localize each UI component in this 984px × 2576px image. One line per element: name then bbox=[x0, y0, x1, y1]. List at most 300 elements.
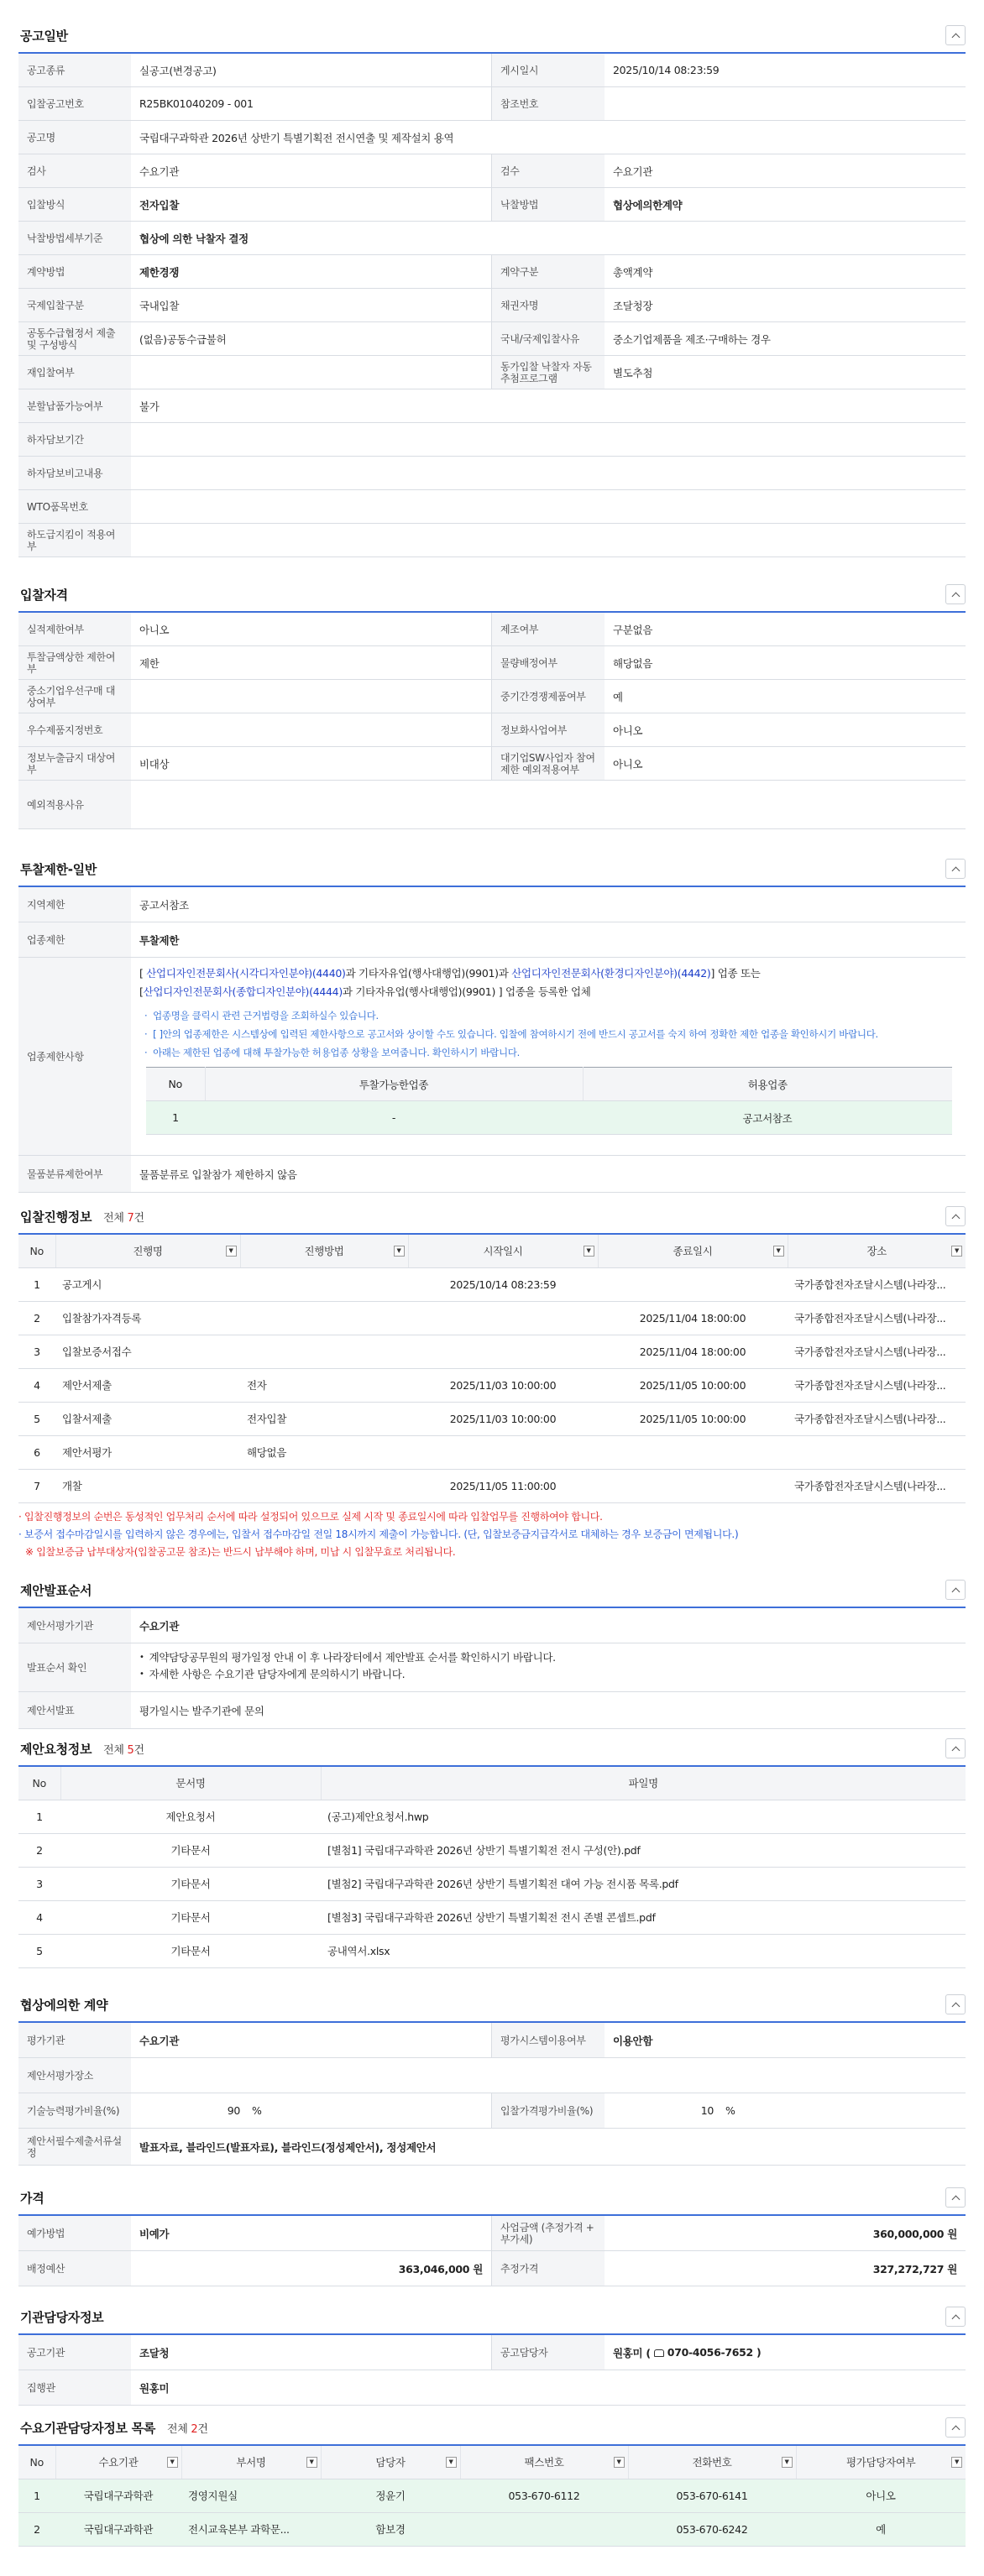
filter-icon[interactable]: ▼ bbox=[306, 2457, 317, 2468]
column-header: No bbox=[146, 1068, 205, 1101]
field-row bbox=[18, 389, 966, 423]
table-cell: 국가종합전자조달시스템(나라장... bbox=[788, 1267, 966, 1301]
table-cell: 제안서평가 bbox=[55, 1435, 240, 1469]
table-cell: 경영지원실 bbox=[181, 2479, 321, 2512]
docs-count: 전체 5건 bbox=[103, 1744, 144, 1757]
field-value: 협상에 의한 낙찰자 결정 bbox=[139, 232, 249, 245]
field-row bbox=[18, 188, 966, 222]
price-title: 가격 bbox=[20, 2191, 44, 2206]
column-header: 평가담당자여부 ▼ bbox=[796, 2445, 966, 2479]
table-cell bbox=[240, 1267, 408, 1301]
field-label: 정보누출금지 대상여부 bbox=[18, 747, 131, 780]
table-row bbox=[18, 1335, 966, 1368]
field-label: 하자담보기간 bbox=[18, 423, 131, 456]
field-label: 참조번호 bbox=[492, 87, 605, 120]
collapse-button[interactable] bbox=[945, 25, 966, 45]
table-row[interactable] bbox=[18, 2512, 966, 2546]
demand-title: 수요기관담당자정보 목록 전체 2건 bbox=[20, 2421, 208, 2436]
chevron-up-icon bbox=[951, 1587, 960, 1596]
table-cell: 2025/11/03 10:00:00 bbox=[408, 1368, 598, 1402]
column-header: No bbox=[18, 1234, 55, 1267]
field-row bbox=[18, 613, 966, 646]
biz-line-1: [ 산업디자인전문회사(시각디자인분야)(4440)과 기타자유업(행사대행업)(9901)과 산업디자인전문회사(환경디자인분야)(4442)] 업종 또는 bbox=[139, 967, 761, 980]
column-header: 문서명 bbox=[60, 1766, 321, 1800]
table-cell: 기타문서 bbox=[60, 1900, 321, 1934]
unit-label: % bbox=[725, 2104, 735, 2117]
field-label: 낙찰방법세부기준 bbox=[18, 222, 131, 254]
field-value: 수요기관 bbox=[131, 154, 492, 187]
biz-line-2: [산업디자인전문회사(종합디자인분야)(4444)과 기타자유업(행사대행업)(9901) ] 업종을 등록한 업체 bbox=[139, 985, 591, 998]
field-label: 공고기관 bbox=[18, 2335, 131, 2370]
docs-table bbox=[18, 1765, 966, 1968]
allowed-biz-table bbox=[146, 1067, 952, 1135]
table-cell: 6 bbox=[18, 1435, 55, 1469]
progress-section bbox=[18, 1198, 966, 1561]
field-label: 제안서평가기관 bbox=[18, 1608, 131, 1643]
table-cell bbox=[240, 1301, 408, 1335]
table-cell: 2025/11/04 18:00:00 bbox=[598, 1301, 788, 1335]
agency-section bbox=[18, 2298, 966, 2406]
table-cell bbox=[788, 1435, 966, 1469]
table-cell: 제안서제출 bbox=[55, 1368, 240, 1402]
table-cell: 정윤기 bbox=[321, 2479, 460, 2512]
table-cell: 전시교육본부 과학문... bbox=[181, 2512, 321, 2546]
column-header: No bbox=[18, 1766, 60, 1800]
restrict-title: 투찰제한-일반 bbox=[20, 862, 97, 877]
table-cell bbox=[240, 1335, 408, 1368]
field-row bbox=[18, 121, 966, 154]
qual-table bbox=[18, 611, 966, 829]
column-header: 담당자 ▼ bbox=[321, 2445, 460, 2479]
chevron-up-icon bbox=[951, 2425, 960, 2433]
demand-count: 전체 2건 bbox=[167, 2423, 208, 2436]
table-cell: 기타문서 bbox=[60, 1934, 321, 1967]
unit-label: % bbox=[252, 2104, 262, 2117]
field-value: 아니오 bbox=[131, 613, 492, 645]
column-header: No bbox=[18, 2445, 55, 2479]
field-value: 90 bbox=[227, 2104, 240, 2117]
table-cell: 국립대구과학관 bbox=[55, 2512, 181, 2546]
table-cell: 2 bbox=[18, 2512, 55, 2546]
order-section bbox=[18, 1571, 966, 1729]
qual-section bbox=[18, 576, 966, 829]
field-label: 배정예산 bbox=[18, 2251, 131, 2286]
field-row bbox=[18, 154, 966, 188]
field-row bbox=[18, 222, 966, 255]
table-cell: 공고서참조 bbox=[583, 1101, 952, 1135]
field-row bbox=[18, 54, 966, 87]
field-label: WTO품목번호 bbox=[18, 490, 131, 523]
table-cell: 1 bbox=[18, 2479, 55, 2512]
column-header: 부서명 ▼ bbox=[181, 2445, 321, 2479]
table-cell: 2025/10/14 08:23:59 bbox=[408, 1267, 598, 1301]
notice-bullet: • 자세한 사항은 수요기관 담당자에게 문의하시기 바랍니다. bbox=[139, 1666, 957, 1683]
table-cell bbox=[598, 1267, 788, 1301]
notice-bullet: • 계약담당공무원의 평가일정 안내 이 후 나라장터에서 제안발표 순서를 확인하시기 바랍니다. bbox=[139, 1649, 957, 1666]
field-label: 사업금액 (추정가격 + 부가세) bbox=[492, 2216, 605, 2250]
field-label: 하도급지킴이 적용여부 bbox=[18, 524, 131, 556]
field-label: 기술능력평가비율(%) bbox=[18, 2093, 131, 2128]
field-value: 360,000,000 원 bbox=[872, 2227, 957, 2240]
field-value bbox=[131, 457, 966, 489]
demand-table bbox=[18, 2444, 966, 2547]
field-value bbox=[131, 680, 492, 713]
column-header: 진행명 ▼ bbox=[55, 1234, 240, 1267]
field-row bbox=[18, 289, 966, 322]
field-label: 제조여부 bbox=[492, 613, 605, 645]
field-value: 예 bbox=[613, 690, 623, 703]
field-label: 공고종류 bbox=[18, 54, 131, 86]
field-value: 공고서참조 bbox=[139, 898, 189, 912]
demand-section bbox=[18, 2409, 966, 2547]
chevron-up-icon bbox=[951, 2002, 960, 2010]
collapse-button[interactable] bbox=[945, 2417, 966, 2438]
field-label: 입찰공고번호 bbox=[18, 87, 131, 120]
table-cell: 2 bbox=[18, 1833, 60, 1867]
collapse-button[interactable] bbox=[945, 1580, 966, 1600]
field-value: 비예가 bbox=[131, 2216, 492, 2250]
field-row bbox=[18, 255, 966, 289]
field-label: 투찰금액상한 제한여부 bbox=[18, 646, 131, 679]
table-cell: 제안요청서 bbox=[60, 1800, 321, 1833]
table-cell: 3 bbox=[18, 1335, 55, 1368]
chevron-up-icon bbox=[951, 866, 960, 875]
field-label: 계약방법 bbox=[18, 255, 131, 288]
table-cell: 4 bbox=[18, 1900, 60, 1934]
field-label: 국제입찰구분 bbox=[18, 289, 131, 321]
field-value: 국립대구과학관 2026년 상반기 특별기획전 전시연출 및 제작설치 용역 bbox=[139, 131, 454, 144]
field-value: 아니오 bbox=[613, 724, 643, 737]
field-value bbox=[131, 713, 492, 746]
field-value: 해당없음 bbox=[613, 656, 653, 670]
field-value: 발표자료, 블라인드(발표자료), 블라인드(정성제안서), 정성제안서 bbox=[139, 2140, 437, 2154]
field-label: 입찰가격평가비율(%) bbox=[492, 2093, 605, 2128]
table-cell: 개찰 bbox=[55, 1469, 240, 1502]
column-header: 팩스번호 ▼ bbox=[460, 2445, 628, 2479]
table-cell: 입찰참가자격등록 bbox=[55, 1301, 240, 1335]
column-header: 파일명 bbox=[321, 1766, 966, 1800]
filter-icon[interactable]: ▼ bbox=[782, 2457, 793, 2468]
price-section bbox=[18, 2179, 966, 2286]
field-value: 327,272,727 원 bbox=[872, 2262, 957, 2276]
notice-text: ※ 입찰보증금 납부대상자(입찰공고문 참조)는 반드시 납부해야 하며, 미납 시 입찰무효로 처리됩니다. bbox=[25, 1545, 456, 1558]
table-cell: 국가종합전자조달시스템(나라장... bbox=[788, 1402, 966, 1435]
table-row bbox=[18, 1900, 966, 1934]
field-row bbox=[18, 713, 966, 747]
field-value: 제한경쟁 bbox=[131, 255, 492, 288]
field-value bbox=[131, 2058, 966, 2093]
field-row bbox=[18, 322, 966, 356]
table-cell: 5 bbox=[18, 1934, 60, 1967]
field-row bbox=[18, 646, 966, 680]
table-row bbox=[18, 1368, 966, 1402]
biz-link[interactable]: 산업디자인전문회사(환경디자인분야)(4442) bbox=[511, 967, 711, 980]
filter-icon[interactable]: ▼ bbox=[773, 1246, 784, 1257]
field-label: 채권자명 bbox=[492, 289, 605, 321]
biz-link[interactable]: 산업디자인전문회사(시각디자인분야)(4440) bbox=[146, 967, 346, 980]
table-cell bbox=[460, 2512, 628, 2546]
table-cell: 7 bbox=[18, 1469, 55, 1502]
field-label: 물품분류제한여부 bbox=[18, 1156, 131, 1192]
field-value: 10 bbox=[700, 2104, 714, 2117]
docs-section bbox=[18, 1730, 966, 1968]
field-label: 우수제품지정번호 bbox=[18, 713, 131, 746]
filter-icon[interactable]: ▼ bbox=[614, 2457, 625, 2468]
table-cell: 5 bbox=[18, 1402, 55, 1435]
field-label: 실적제한여부 bbox=[18, 613, 131, 645]
field-value: 총액계약 bbox=[613, 265, 653, 279]
filter-icon[interactable]: ▼ bbox=[167, 2457, 178, 2468]
table-cell: 아니오 bbox=[796, 2479, 966, 2512]
field-row bbox=[18, 747, 966, 781]
table-cell: 함보경 bbox=[321, 2512, 460, 2546]
table-cell: - bbox=[205, 1101, 583, 1135]
field-value bbox=[605, 87, 966, 120]
table-cell: 입찰서제출 bbox=[55, 1402, 240, 1435]
table-cell: 053-670-6141 bbox=[628, 2479, 796, 2512]
field-row bbox=[18, 781, 966, 829]
column-header: 수요기관 ▼ bbox=[55, 2445, 181, 2479]
field-value bbox=[131, 524, 966, 556]
field-value: 363,046,000 원 bbox=[131, 2251, 492, 2286]
field-label: 제안서필수제출서류설정 bbox=[18, 2129, 131, 2165]
field-label: 지역제한 bbox=[18, 887, 131, 922]
table-row bbox=[18, 1435, 966, 1469]
progress-title: 입찰진행정보 전체 7건 bbox=[20, 1210, 144, 1225]
column-header: 시작일시 ▼ bbox=[408, 1234, 598, 1267]
table-row bbox=[18, 1402, 966, 1435]
field-value: 2025/10/14 08:23:59 bbox=[613, 64, 720, 76]
collapse-button[interactable] bbox=[945, 2307, 966, 2327]
table-row[interactable] bbox=[18, 2479, 966, 2512]
file-link[interactable]: [별첨3] 국립대구과학관 2026년 상반기 특별기획전 전시 존별 콘셉트.pdf bbox=[321, 1900, 966, 1934]
field-label: 제안서평가장소 bbox=[18, 2058, 131, 2093]
file-link[interactable]: [별첨1] 국립대구과학관 2026년 상반기 특별기획전 전시 구성(안).pdf bbox=[321, 1833, 966, 1867]
field-label: 중소기업우선구매 대상여부 bbox=[18, 680, 131, 713]
collapse-button[interactable] bbox=[945, 1994, 966, 2014]
field-label: 추정가격 bbox=[492, 2251, 605, 2286]
notice-bullet: · 업종명을 클릭시 관련 근거법령을 조회하실수 있습니다. bbox=[144, 1010, 379, 1022]
chevron-up-icon bbox=[951, 33, 960, 41]
table-cell bbox=[408, 1435, 598, 1469]
field-label: 예외적용사유 bbox=[18, 781, 131, 828]
field-value: 협상에의한계약 bbox=[613, 198, 683, 212]
table-cell: 4 bbox=[18, 1368, 55, 1402]
collapse-button[interactable] bbox=[945, 2187, 966, 2208]
table-row bbox=[18, 1469, 966, 1502]
column-header: 전화번호 ▼ bbox=[628, 2445, 796, 2479]
field-value: 국내입찰 bbox=[131, 289, 492, 321]
file-link[interactable]: 공내역서.xlsx bbox=[321, 1934, 966, 1967]
order-title: 제안발표순서 bbox=[20, 1583, 92, 1598]
general-table bbox=[18, 52, 966, 557]
field-label: 계약구분 bbox=[492, 255, 605, 288]
field-label: 분할납품가능여부 bbox=[18, 389, 131, 422]
table-cell: 1 bbox=[18, 1800, 60, 1833]
filter-icon[interactable]: ▼ bbox=[226, 1246, 237, 1257]
table-cell: 1 bbox=[18, 1267, 55, 1301]
field-row bbox=[18, 457, 966, 490]
table-cell: 2025/11/04 18:00:00 bbox=[598, 1335, 788, 1368]
field-row bbox=[18, 490, 966, 524]
filter-icon[interactable]: ▼ bbox=[446, 2457, 457, 2468]
field-label: 동가입찰 낙찰자 자동추첨프로그램 bbox=[492, 356, 605, 389]
field-label: 공고담당자 bbox=[492, 2335, 605, 2370]
field-value bbox=[131, 781, 492, 828]
table-cell bbox=[598, 1435, 788, 1469]
field-label: 검사 bbox=[18, 154, 131, 187]
field-value: 별도추첨 bbox=[613, 366, 653, 379]
nego-section bbox=[18, 1986, 966, 2166]
field-value: 원홍미 bbox=[139, 2381, 170, 2395]
table-cell: 3 bbox=[18, 1867, 60, 1900]
phone-icon bbox=[654, 2349, 664, 2357]
field-label: 하자담보비고내용 bbox=[18, 457, 131, 489]
table-cell: 전자 bbox=[240, 1368, 408, 1402]
field-row bbox=[18, 680, 966, 713]
table-cell: 2025/11/03 10:00:00 bbox=[408, 1402, 598, 1435]
filter-icon[interactable]: ▼ bbox=[394, 1246, 405, 1257]
field-value: R25BK01040209 - 001 bbox=[131, 87, 492, 120]
field-value bbox=[131, 356, 492, 389]
filter-icon[interactable]: ▼ bbox=[951, 1246, 962, 1257]
field-value: 비대상 bbox=[131, 747, 492, 780]
field-value: 평가일시는 발주기관에 문의 bbox=[139, 1704, 264, 1717]
table-cell: 전자입찰 bbox=[240, 1402, 408, 1435]
table-row bbox=[18, 1934, 966, 1967]
notice-bullet: · [ ]안의 업종제한은 시스템상에 입력된 제한사항으로 공고서와 상이할 수도 있습니다. 입찰에 참여하시기 전에 반드시 공고서를 숙지 하여 정확한 제한 업종을 확인하시기 바랍니다. bbox=[144, 1028, 878, 1040]
biz-link[interactable]: 산업디자인전문회사(종합디자인분야)(4444) bbox=[143, 985, 343, 998]
table-cell: 1 bbox=[146, 1101, 205, 1135]
table-cell: 예 bbox=[796, 2512, 966, 2546]
field-value: 수요기관 bbox=[613, 165, 653, 178]
table-row bbox=[18, 1800, 966, 1833]
chevron-up-icon bbox=[951, 2314, 960, 2323]
chevron-up-icon bbox=[951, 1746, 960, 1754]
notice-bullet: · 아래는 제한된 업종에 대해 투찰가능한 허용업종 상황을 보여줍니다. 확인하시기 바랍니다. bbox=[144, 1047, 520, 1058]
table-cell: 국가종합전자조달시스템(나라장... bbox=[788, 1335, 966, 1368]
table-cell: 2025/11/05 11:00:00 bbox=[408, 1469, 598, 1502]
field-value: 불가 bbox=[139, 400, 160, 413]
file-link[interactable]: (공고)제안요청서.hwp bbox=[321, 1800, 966, 1833]
field-value: 전자입찰 bbox=[131, 188, 492, 221]
field-value: 아니오 bbox=[613, 757, 643, 771]
chevron-up-icon bbox=[951, 592, 960, 600]
field-label: 집행관 bbox=[18, 2370, 131, 2405]
table-cell: 공고게시 bbox=[55, 1267, 240, 1301]
qual-title: 입찰자격 bbox=[20, 588, 68, 603]
table-cell: 국가종합전자조달시스템(나라장... bbox=[788, 1368, 966, 1402]
field-label: 공동수급협정서 제출 및 구성방식 bbox=[18, 322, 131, 355]
field-label: 입찰방식 bbox=[18, 188, 131, 221]
nego-title: 협상에의한 계약 bbox=[20, 1998, 108, 2013]
column-header: 종료일시 ▼ bbox=[598, 1234, 788, 1267]
field-value: 제한 bbox=[131, 646, 492, 679]
table-row bbox=[18, 1267, 966, 1301]
table-cell: 2025/11/05 10:00:00 bbox=[598, 1368, 788, 1402]
field-value bbox=[131, 490, 966, 523]
table-cell: 2025/11/05 10:00:00 bbox=[598, 1402, 788, 1435]
field-row bbox=[18, 524, 966, 557]
field-label: 공고명 bbox=[18, 121, 131, 154]
field-value: 이용안함 bbox=[613, 2034, 653, 2047]
progress-table bbox=[18, 1233, 966, 1503]
column-header: 장소 ▼ bbox=[788, 1234, 966, 1267]
field-label: 재입찰여부 bbox=[18, 356, 131, 389]
field-value: 조달청 bbox=[131, 2335, 492, 2370]
table-cell: 국가종합전자조달시스템(나라장... bbox=[788, 1301, 966, 1335]
field-value: 구분없음 bbox=[613, 623, 653, 636]
progress-count: 전체 7건 bbox=[103, 1212, 144, 1225]
agency-title: 기관담당자정보 bbox=[20, 2310, 104, 2325]
field-label: 발표순서 확인 bbox=[18, 1643, 131, 1691]
field-label: 중기간경쟁제품여부 bbox=[492, 680, 605, 713]
collapse-button[interactable] bbox=[945, 859, 966, 879]
field-label: 평가시스템이용여부 bbox=[492, 2023, 605, 2057]
table-row bbox=[18, 1301, 966, 1335]
field-value: (없음)공동수급불허 bbox=[131, 322, 492, 355]
table-row bbox=[18, 1867, 966, 1900]
field-row bbox=[18, 356, 966, 389]
filter-icon[interactable]: ▼ bbox=[951, 2457, 962, 2468]
collapse-button[interactable] bbox=[945, 1738, 966, 1758]
field-label: 검수 bbox=[492, 154, 605, 187]
collapse-button[interactable] bbox=[945, 584, 966, 604]
restrict-section bbox=[18, 850, 966, 1193]
contact-value: 원홍미 ( 070-4056-7652 ) bbox=[613, 2346, 762, 2359]
table-cell: 2 bbox=[18, 1301, 55, 1335]
general-title: 공고일반 bbox=[20, 29, 68, 44]
file-link[interactable]: [별첨2] 국립대구과학관 2026년 상반기 특별기획전 대여 가능 전시품 목록.pdf bbox=[321, 1867, 966, 1900]
field-label: 업종제한 bbox=[18, 922, 131, 957]
table-cell: 기타문서 bbox=[60, 1833, 321, 1867]
field-label: 대기업SW사업자 참여제한 예외적용여부 bbox=[492, 747, 605, 780]
column-header: 투찰가능한업종 bbox=[205, 1068, 583, 1101]
table-cell bbox=[240, 1469, 408, 1502]
field-label: 게시일시 bbox=[492, 54, 605, 86]
field-value: 물품분류로 입찰참가 제한하지 않음 bbox=[139, 1168, 297, 1181]
table-row bbox=[146, 1101, 952, 1135]
field-row bbox=[18, 423, 966, 457]
table-row bbox=[18, 1833, 966, 1867]
notice-text: · 보증서 접수마감일시를 입력하지 않은 경우에는, 입찰서 접수마감일 전일 18시까지 제출이 가능합니다. (단, 입찰보증금지급각서로 대체하는 경우 보증금이 면제됩니다.) bbox=[18, 1528, 739, 1540]
field-value: 조달청장 bbox=[613, 299, 653, 312]
field-label: 예가방법 bbox=[18, 2216, 131, 2250]
docs-title: 제안요청정보 전체 5건 bbox=[20, 1742, 144, 1757]
table-cell: 입찰보증서접수 bbox=[55, 1335, 240, 1368]
filter-icon[interactable]: ▼ bbox=[584, 1246, 594, 1257]
chevron-up-icon bbox=[951, 1214, 960, 1222]
collapse-button[interactable] bbox=[945, 1206, 966, 1226]
table-cell bbox=[598, 1469, 788, 1502]
table-cell: 국가종합전자조달시스템(나라장... bbox=[788, 1469, 966, 1502]
table-cell: 기타문서 bbox=[60, 1867, 321, 1900]
field-label: 제안서발표 bbox=[18, 1692, 131, 1728]
field-label: 업종제한사항 bbox=[18, 958, 131, 1155]
field-label: 정보화사업여부 bbox=[492, 713, 605, 746]
field-label: 물량배정여부 bbox=[492, 646, 605, 679]
notice-text: · 입찰진행정보의 순번은 동성적인 업무처리 순서에 따라 설정되어 있으므로 실제 시작 및 종료일시에 따라 입찰업무를 진행하여야 합니다. bbox=[18, 1510, 603, 1523]
field-label: 평가기관 bbox=[18, 2023, 131, 2057]
table-cell: 053-670-6112 bbox=[460, 2479, 628, 2512]
chevron-up-icon bbox=[951, 2195, 960, 2203]
field-value: 투찰제한 bbox=[139, 933, 180, 947]
field-value: 중소기업제품을 제조·구매하는 경우 bbox=[613, 332, 771, 346]
table-cell: 053-670-6242 bbox=[628, 2512, 796, 2546]
column-header: 진행방법 ▼ bbox=[240, 1234, 408, 1267]
table-cell bbox=[408, 1301, 598, 1335]
field-value: 실공고(변경공고) bbox=[131, 54, 492, 86]
